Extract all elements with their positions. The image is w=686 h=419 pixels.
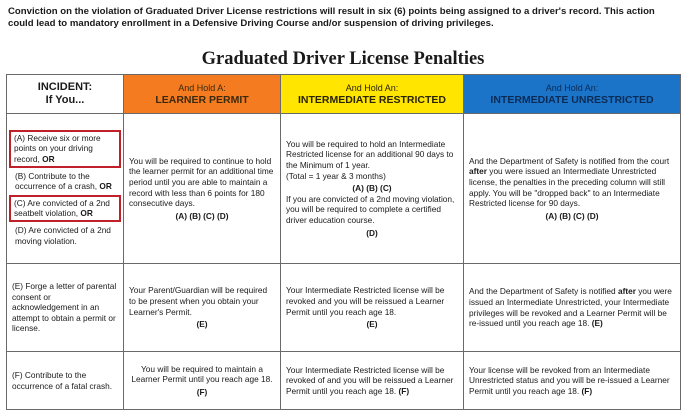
unrestricted-penalty-cell [464, 264, 681, 352]
incident-item-f: (F) Contribute to the occurrence of a fatal crash. [12, 369, 113, 391]
intermediate-penalty-cell [281, 264, 464, 352]
unrestricted-penalty-codes: (F) [581, 385, 593, 396]
unrestricted-penalty-bold: after [617, 286, 636, 297]
learner-penalty-codes: (A) (B) (C) (D) [175, 210, 229, 221]
learner-penalty-cell [124, 264, 281, 352]
table-row [7, 264, 681, 352]
intermediate-penalty-codes2: (D) [366, 227, 378, 238]
table-row [7, 114, 681, 264]
header-intermediate-main: INTERMEDIATE RESTRICTED [298, 93, 446, 106]
learner-penalty-codes: (E) [196, 319, 208, 330]
header-learner-permit [124, 75, 281, 114]
header-unrestricted-sub: And Hold An: [545, 82, 599, 93]
unrestricted-penalty-codes: (E) [591, 318, 603, 329]
intermediate-penalty-text: Your Intermediate Restricted license will be revoked of and you will be reissued a Learner Permit until you reach age 18. [286, 364, 454, 396]
incident-cell [7, 352, 124, 410]
incident-item-c: (C) Are convicted of a 2nd seatbelt violation, OR [9, 195, 121, 222]
header-learner-sub: And Hold A: [178, 82, 226, 93]
intermediate-penalty-codes: (A) (B) (C) [352, 183, 392, 194]
unrestricted-penalty-post: you were issued an Intermediate Unrestricted license, the penalties in the preceding column will still apply. You will be "dropped back" to an Intermediate Restricted license for 90 days. [469, 166, 666, 209]
unrestricted-penalty-cell [464, 352, 681, 410]
header-incident-line1: INCIDENT: [37, 81, 93, 93]
header-intermediate-unrestricted [464, 75, 681, 114]
incident-cell [7, 264, 124, 352]
header-learner-main: LEARNER PERMIT [155, 93, 249, 106]
unrestricted-penalty-pre: And the Department of Safety is notified [469, 286, 618, 297]
learner-penalty-text: You will be required to maintain a Learner Permit until you reach age 18. [131, 363, 273, 385]
intermediate-penalty-cell [281, 352, 464, 410]
header-incident-line2: If You... [45, 94, 85, 106]
unrestricted-penalty-cell [464, 114, 681, 264]
intermediate-penalty-total: (Total = 1 year & 3 months) [286, 170, 386, 181]
learner-penalty-cell [124, 114, 281, 264]
learner-penalty-codes: (F) [196, 386, 208, 397]
unrestricted-penalty-post: you were issued an Intermediate Unrestricted, your Intermediate privileges will be revoked and a Learner Permit will be re-issued until you reach age 18. [469, 286, 672, 329]
intermediate-penalty-cell [281, 114, 464, 264]
penalties-table [6, 74, 681, 410]
incident-item-a: (A) Receive six or more points on your driving record, OR [9, 130, 121, 168]
learner-penalty-text: Your Parent/Guardian will be required to be present when you obtain your Learner's Permit. [129, 285, 268, 317]
header-incident [7, 75, 124, 114]
table-row [7, 352, 681, 410]
intermediate-penalty-text3: If you are convicted of a 2nd moving violation, you will be required to complete a certified driver education course. [286, 193, 455, 225]
header-intermediate-restricted [281, 75, 464, 114]
learner-penalty-text: You will be required to continue to hold the learner permit for an additional time period until you are able to maintain a record with less than 6 points for 180 consecutive days. [129, 155, 274, 209]
incident-item-d: (D) Are convicted of a 2nd moving violation. [15, 224, 111, 246]
unrestricted-penalty-codes: (A) (B) (C) (D) [545, 210, 599, 221]
intermediate-penalty-text: You will be required to hold an Intermediate Restricted license for an additional 90 days to the Minimum of 1 year. [286, 138, 454, 171]
page-title: Graduated Driver License Penalties [201, 49, 485, 69]
unrestricted-penalty-text: Your license will be revoked from an Intermediate Unrestricted status and you will be re-issued a Learner Permit until you reach age 18. [469, 364, 670, 396]
header-unrestricted-main: INTERMEDIATE UNRESTRICTED [490, 93, 654, 106]
unrestricted-penalty-bold: after [469, 166, 487, 177]
intermediate-penalty-text: Your Intermediate Restricted license will be revoked and you will be reissued a Learner Permit until you reach age 18. [286, 285, 445, 317]
unrestricted-penalty-pre: And the Department of Safety is notified from the court [469, 155, 670, 166]
header-intermediate-sub: And Hold An: [345, 82, 399, 93]
intermediate-penalty-codes: (E) [366, 319, 378, 330]
incident-item-e: (E) Forge a letter of parental consent or acknowledgement in an attempt to obtain a permit or license. [12, 281, 117, 334]
header-row [7, 75, 681, 114]
incident-cell [7, 114, 124, 264]
learner-penalty-cell [124, 352, 281, 410]
intermediate-penalty-codes: (F) [398, 385, 410, 396]
intro-paragraph: Conviction on the violation of Graduated Driver License restrictions will result in six (6) points being assigned to a driver's record. This action could lead to mandatory enrollment in a Defensive Driving Course and/or suspension of driving privileges. [8, 6, 655, 29]
incident-item-b: (B) Contribute to the occurrence of a crash, OR [15, 170, 112, 192]
